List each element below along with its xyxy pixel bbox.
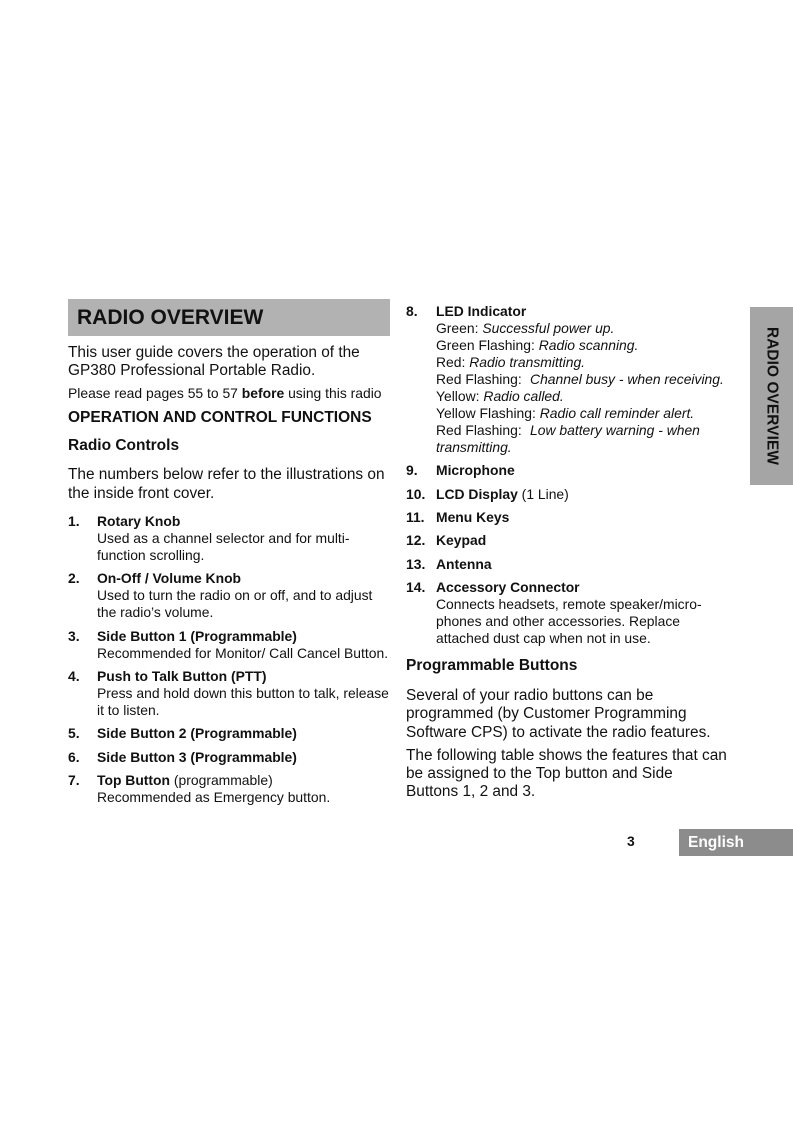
list-item bbox=[406, 509, 746, 526]
led-state-meaning: Channel busy - when receiving. bbox=[530, 371, 724, 387]
item-description-line: the radio’s volume. bbox=[97, 604, 214, 621]
led-state-line bbox=[436, 388, 724, 405]
item-number: 6. bbox=[68, 748, 80, 765]
programmable-paragraph-1 bbox=[406, 687, 711, 743]
item-description-line: Used as a channel selector and for multi- bbox=[97, 530, 350, 546]
operation-heading: OPERATION AND CONTROL FUNCTIONS bbox=[68, 409, 372, 426]
led-state-line bbox=[436, 320, 724, 337]
paragraph-line: Software CPS) to activate the radio features. bbox=[406, 723, 711, 741]
item-description-line: attached dust cap when not in use. bbox=[436, 630, 651, 647]
list-item bbox=[406, 462, 746, 479]
item-title: Rotary Knob bbox=[97, 513, 181, 529]
item-number: 12. bbox=[406, 532, 426, 549]
controls-intro-line: the inside front cover. bbox=[68, 485, 215, 502]
list-item bbox=[68, 772, 394, 806]
item-description-line: Connects headsets, remote speaker/micro- bbox=[436, 596, 702, 613]
item-number: 5. bbox=[68, 725, 80, 742]
item-title: Menu Keys bbox=[436, 509, 510, 526]
note-emphasis: before bbox=[241, 385, 285, 401]
programmable-paragraph-2 bbox=[406, 747, 727, 801]
led-state-line bbox=[436, 422, 724, 439]
intro-line: This user guide covers the operation of the bbox=[68, 344, 360, 361]
led-state-meaning: Radio scanning. bbox=[538, 337, 639, 353]
item-number: 14. bbox=[406, 579, 426, 596]
item-number: 8. bbox=[406, 303, 418, 319]
paragraph-line: programmed (by Customer Programming bbox=[406, 705, 687, 722]
item-number: 7. bbox=[68, 772, 80, 789]
item-number: 1. bbox=[68, 513, 80, 529]
section-title-box bbox=[68, 299, 390, 336]
item-description-line: Used to turn the radio on or off, and to adjust bbox=[97, 587, 373, 604]
list-item bbox=[68, 570, 394, 621]
item-title: On-Off / Volume Knob bbox=[97, 570, 242, 587]
language-tab-label: English bbox=[688, 833, 744, 851]
list-item bbox=[68, 628, 394, 662]
led-state-label: Red Flashing: bbox=[436, 422, 522, 438]
item-title: LED Indicator bbox=[436, 303, 527, 319]
item-description-line: Recommended as Emergency button. bbox=[97, 789, 331, 806]
paragraph-line: The following table shows the features that can bbox=[406, 747, 727, 764]
item-title: Microphone bbox=[436, 462, 515, 479]
item-number: 10. bbox=[406, 485, 426, 502]
led-state-meaning: Successful power up. bbox=[482, 320, 615, 336]
item-title-text: Top Button bbox=[97, 772, 171, 789]
led-state-label: Yellow Flashing: bbox=[436, 405, 536, 421]
led-state-label: Green Flashing: bbox=[436, 337, 535, 353]
intro-paragraph bbox=[68, 344, 360, 380]
item-title bbox=[97, 772, 330, 789]
item-title bbox=[436, 486, 569, 503]
item-title-suffix: (1 Line) bbox=[517, 485, 569, 502]
controls-intro-paragraph bbox=[68, 465, 385, 503]
led-state-meaning-continued: transmitting. bbox=[436, 439, 512, 455]
item-number: 9. bbox=[406, 462, 418, 479]
programmable-buttons-heading: Programmable Buttons bbox=[406, 657, 578, 674]
list-item bbox=[68, 749, 394, 766]
note-suffix: using this radio bbox=[284, 385, 382, 401]
led-state-line bbox=[436, 337, 724, 354]
list-item bbox=[406, 532, 746, 549]
list-item bbox=[406, 486, 746, 503]
radio-controls-list-right bbox=[406, 303, 746, 647]
item-number: 4. bbox=[68, 668, 80, 685]
item-description-line: phones and other accessories. Replace bbox=[436, 613, 681, 630]
item-title: Push to Talk Button (PTT) bbox=[97, 668, 267, 685]
item-title-suffix: (programmable) bbox=[170, 772, 273, 789]
item-number: 11. bbox=[406, 509, 425, 526]
note-prefix: Please read pages 55 to 57 bbox=[68, 385, 242, 401]
page-number: 3 bbox=[627, 833, 635, 849]
led-state-line bbox=[436, 371, 724, 388]
item-title: Accessory Connector bbox=[436, 579, 580, 596]
item-title-text: LCD Display bbox=[436, 485, 518, 502]
radio-controls-list-left bbox=[68, 513, 394, 806]
paragraph-line: Buttons 1, 2 and 3. bbox=[406, 783, 536, 800]
led-state-meaning: Low battery warning - when bbox=[530, 422, 700, 438]
list-item bbox=[406, 556, 746, 573]
read-before-note bbox=[68, 384, 382, 402]
list-item bbox=[406, 303, 746, 456]
item-description-line: function scrolling. bbox=[97, 547, 205, 563]
item-description-line: Press and hold down this button to talk, release bbox=[97, 685, 389, 702]
led-state-meaning: Radio transmitting. bbox=[469, 354, 586, 370]
list-item bbox=[68, 725, 394, 742]
item-number: 3. bbox=[68, 627, 80, 644]
radio-controls-heading: Radio Controls bbox=[68, 437, 180, 454]
item-description-line: it to listen. bbox=[97, 702, 160, 719]
item-title: Keypad bbox=[436, 532, 487, 549]
paragraph-line: be assigned to the Top button and Side bbox=[406, 765, 673, 782]
item-number: 13. bbox=[406, 555, 426, 572]
paragraph-line: Several of your radio buttons can be bbox=[406, 686, 654, 704]
chapter-side-tab-label: RADIO OVERVIEW bbox=[763, 327, 781, 465]
item-title: Antenna bbox=[436, 555, 492, 572]
controls-intro-line: The numbers below refer to the illustrations on bbox=[68, 466, 385, 483]
led-state-label: Red: bbox=[436, 354, 466, 370]
language-tab bbox=[679, 829, 793, 856]
item-description-line: Recommended for Monitor/ Call Cancel Button. bbox=[97, 644, 389, 661]
led-state-label: Yellow: bbox=[436, 388, 480, 404]
list-item bbox=[68, 513, 394, 564]
led-state-line bbox=[436, 354, 724, 371]
led-state-label: Green: bbox=[436, 320, 479, 336]
section-title: RADIO OVERVIEW bbox=[77, 305, 264, 329]
intro-line: GP380 Professional Portable Radio. bbox=[68, 362, 316, 379]
item-title: Side Button 2 (Programmable) bbox=[97, 725, 297, 742]
led-state-line bbox=[436, 405, 724, 422]
item-title: Side Button 3 (Programmable) bbox=[97, 748, 297, 765]
item-number: 2. bbox=[68, 570, 80, 587]
led-state-label: Red Flashing: bbox=[436, 371, 522, 387]
list-item bbox=[406, 579, 746, 647]
list-item bbox=[68, 668, 394, 719]
item-title: Side Button 1 (Programmable) bbox=[97, 627, 297, 644]
led-state-meaning: Radio called. bbox=[483, 388, 564, 404]
led-state-meaning: Radio call reminder alert. bbox=[539, 405, 695, 421]
chapter-side-tab bbox=[750, 307, 793, 485]
